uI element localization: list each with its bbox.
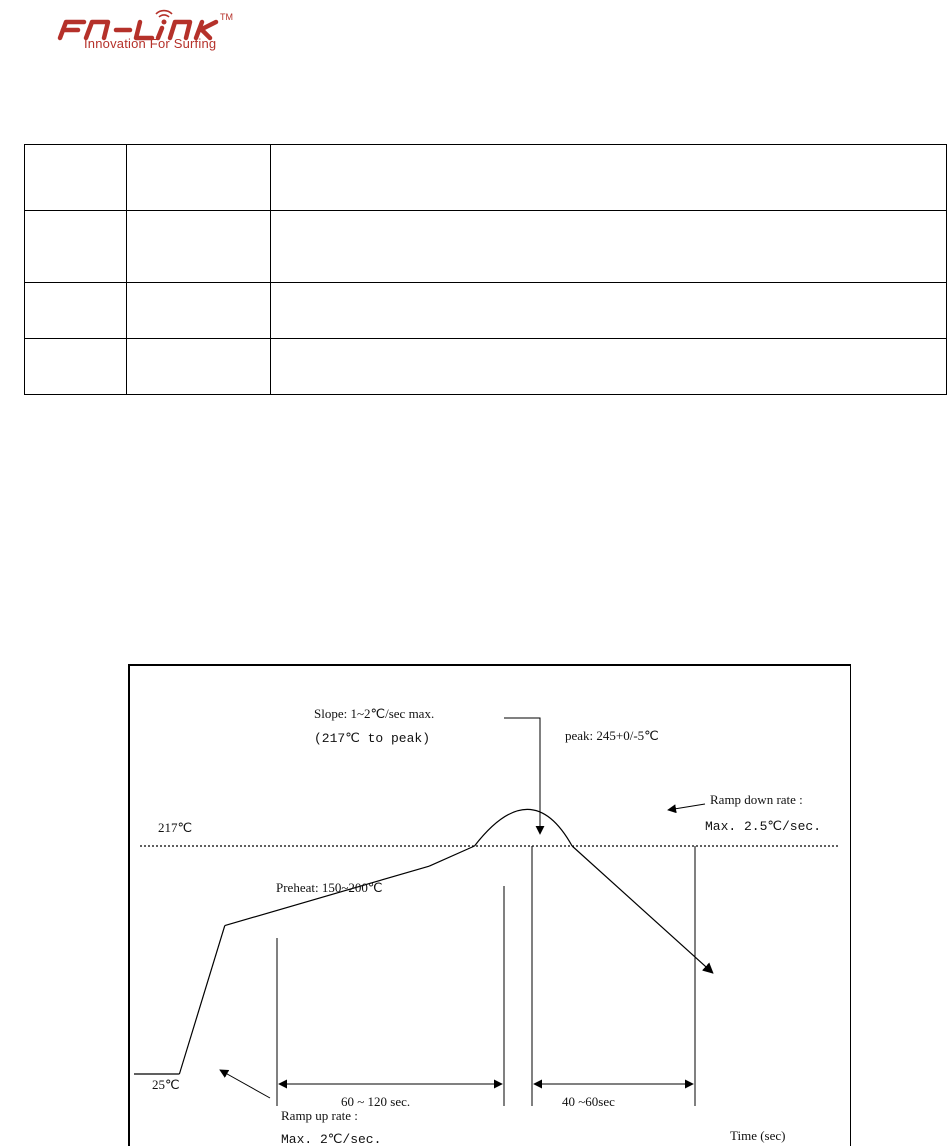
- reflow-profile-figure: [128, 664, 851, 1146]
- slope-label-line1: Slope: 1~2℃/sec max.: [314, 706, 435, 721]
- ramp-down-label-line1: Ramp down rate :: [710, 792, 803, 807]
- profile-segment: [429, 846, 474, 866]
- ramp-up-label-line1: Ramp up rate :: [281, 1108, 358, 1123]
- preheat-duration-label: 60 ~ 120 sec.: [341, 1094, 411, 1109]
- table-cell: [25, 211, 127, 283]
- profile-segment: [179, 926, 224, 1074]
- ramp-down-label-line2: Max. 2.5℃/sec.: [705, 819, 822, 834]
- table-cell: [127, 339, 271, 395]
- ramp-up-label-line2: Max. 2℃/sec.: [281, 1132, 382, 1146]
- table-cell: [271, 283, 947, 339]
- table-cell: [127, 211, 271, 283]
- table-cell: [127, 145, 271, 211]
- ref-line-label: 217℃: [158, 820, 193, 835]
- slope-callout-arrow: [504, 718, 540, 834]
- profile-segment: [225, 866, 429, 925]
- revision-table: [24, 144, 947, 395]
- table-cell: [25, 339, 127, 395]
- logo-tagline: Innovation For Surfing: [84, 36, 217, 51]
- ramp-up-callout-arrow: [220, 1070, 270, 1098]
- trademark-mark: TM: [220, 12, 233, 22]
- table-row: [25, 339, 947, 395]
- x-axis-label: Time (sec): [730, 1128, 786, 1143]
- preheat-label: Preheat: 150~200℃: [276, 880, 383, 895]
- table-row: [25, 211, 947, 283]
- table-cell: [25, 145, 127, 211]
- liquidus-duration-label: 40 ~60sec: [562, 1094, 615, 1109]
- profile-segment: [572, 846, 713, 973]
- table-cell: [271, 145, 947, 211]
- slope-label-line2: (217℃ to peak): [314, 731, 431, 746]
- profile-curve: [134, 809, 713, 1074]
- ramp-down-callout-arrow: [668, 804, 705, 810]
- table-cell: [127, 283, 271, 339]
- reflow-profile-chart: [130, 666, 850, 1146]
- profile-segment: [475, 809, 573, 846]
- table-cell: [271, 211, 947, 283]
- start-temp-label: 25℃: [152, 1077, 180, 1092]
- peak-label: peak: 245+0/-5℃: [565, 728, 659, 743]
- table-cell: [25, 283, 127, 339]
- table-row: [25, 283, 947, 339]
- table-row: [25, 145, 947, 211]
- table-cell: [271, 339, 947, 395]
